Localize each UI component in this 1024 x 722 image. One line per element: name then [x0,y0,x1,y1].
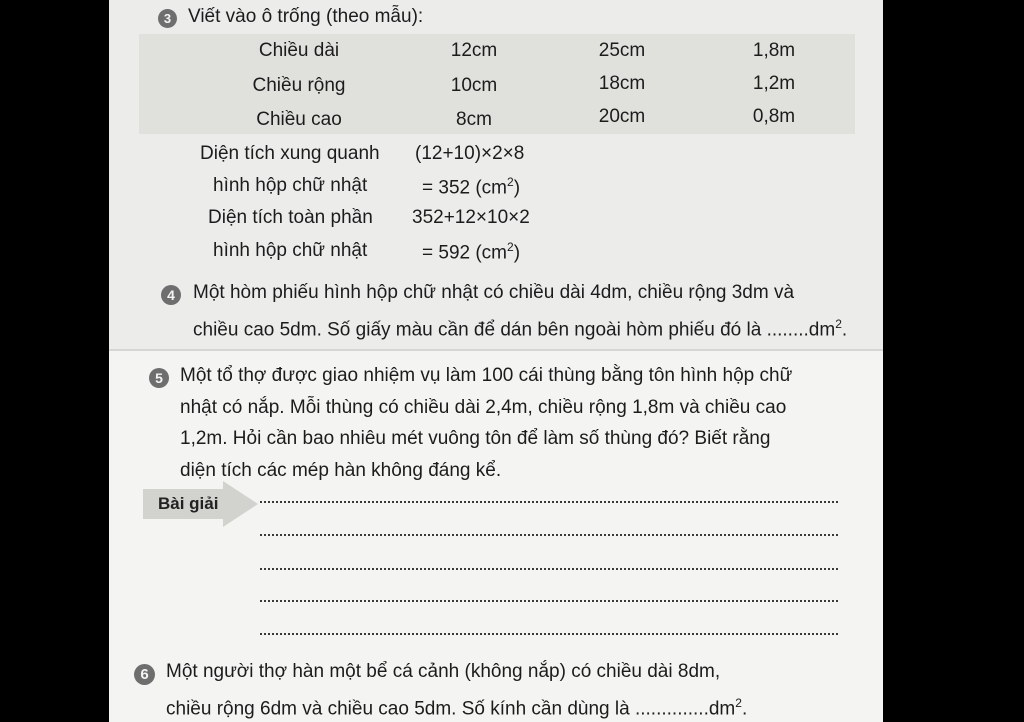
exercise-3-instruction: Viết vào ô trống (theo mẫu): [188,6,424,27]
answer-line[interactable] [260,633,838,635]
exercise-4-line: chiều cao 5dm. Số giấy màu cần để dán bên ngoài hòm phiếu đó là $........dm^2$. [193,316,848,340]
total-area-label-2: hình hộp chữ nhật [213,240,368,261]
table-cell: 1,2m [752,73,796,94]
exercise-6-number-badge: 6 [134,664,155,685]
exercise-4-text [193,277,847,345]
table-cell: 0,8m [752,106,796,127]
table-row-label: Chiều dài [258,40,340,61]
solution-label: Bài giải [158,494,219,513]
exercise-3-number-badge: 3 [158,9,177,28]
exercise-5-line: Một tổ thợ được giao nhiệm vụ làm 100 cái thùng bằng tôn hình hộp chữ [180,365,793,386]
exercise-5-text [180,360,792,486]
exercise-5-number-badge: 5 [149,368,169,388]
table-cell: 8cm [456,109,492,130]
exercise-6-line: chiều rộng 6dm và chiều cao 5dm. Số kính cần dùng là $..............dm^2$. [166,695,748,719]
table-cell: 25cm [598,40,646,61]
table-row-label: Chiều rộng [252,75,346,96]
worksheet-page [109,0,883,722]
total-area-label: Diện tích toàn phần [208,207,373,228]
total-area-result: = 592 $(cm^2)$ [422,240,521,264]
exercise-5-line: diện tích các mép hàn không đáng kể. [180,459,502,481]
answer-line[interactable] [260,600,838,602]
exercise-5-line: 1,2m. Hỏi cần bao nhiêu mét vuông tôn để làm số thùng đó? Biết rằng [180,428,771,449]
table-cell: 1,8m [752,40,796,61]
exercise-4-line: Một hòm phiếu hình hộp chữ nhật có chiều dài 4dm, chiều rộng 3dm và [193,282,795,303]
exercise-6-text [166,656,747,722]
lateral-area-result: = 352 $(cm^2)$ [422,175,521,199]
answer-line[interactable] [260,568,838,570]
lateral-area-formula: (12+10)×2×8 [415,143,525,164]
exercise-6-line: Một người thợ hàn một bể cá cảnh (không nắp) có chiều dài 8dm, [166,661,721,682]
solution-label-tag [143,481,293,527]
lateral-area-label-2: hình hộp chữ nhật [213,175,368,196]
table-cell: 10cm [450,75,498,96]
table-row-label: Chiều cao [256,109,342,130]
table-cell: 12cm [450,40,498,61]
exercise-5-line: nhật có nắp. Mỗi thùng có chiều dài 2,4m, chiều rộng 1,8m và chiều cao [180,396,787,418]
table-cell: 18cm [598,73,646,94]
table-cell: 20cm [598,106,646,127]
lateral-area-label: Diện tích xung quanh [200,143,380,164]
exercise-4-number-badge: 4 [161,285,181,305]
answer-line[interactable] [260,534,838,536]
section-divider [109,349,883,351]
answer-line[interactable] [260,501,838,503]
total-area-formula: 352+12×10×2 [412,207,530,228]
